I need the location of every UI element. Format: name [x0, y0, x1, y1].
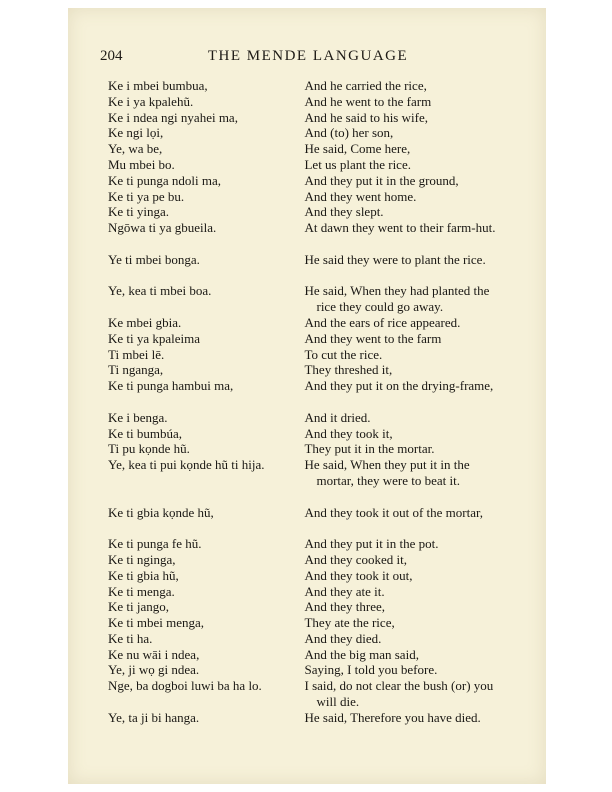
- text-row: [108, 173, 508, 189]
- mende-line: Ke ti ya kpaleima: [108, 330, 201, 346]
- mende-line: Ke ti yinga.: [108, 204, 170, 220]
- text-row: [108, 220, 508, 236]
- mende-line: Ke ti ya pe bu.: [108, 188, 185, 204]
- mende-line: Ke ngi lọi,: [108, 125, 164, 141]
- english-line: They ate the rice,: [304, 615, 395, 631]
- mende-line: Ke ti punga hambui ma,: [108, 378, 234, 394]
- mende-line: Ke ti gbia hũ,: [108, 567, 179, 583]
- english-line: And they died.: [304, 630, 382, 646]
- text-row: [108, 410, 508, 426]
- english-line: He said, Come here,: [304, 141, 411, 157]
- english-line: He said, When they had planted the rice they could go away.: [304, 283, 490, 315]
- english-line: And they took it out,: [304, 567, 413, 583]
- english-line: And they cooked it,: [304, 551, 408, 567]
- mende-line: Ke i mbei bumbua,: [108, 78, 208, 93]
- book-page: [68, 8, 546, 784]
- text-row: [108, 110, 508, 126]
- english-line: At dawn they went to their farm-hut.: [304, 220, 496, 236]
- mende-line: Ye ti mbei bonga.: [108, 251, 200, 267]
- text-row: [108, 457, 508, 489]
- english-line: They put it in the mortar.: [304, 441, 435, 457]
- english-line: And he went to the farm: [304, 93, 432, 109]
- text-row: [108, 599, 508, 615]
- text-row: [108, 615, 508, 631]
- mende-line: Ke nu wāi i ndea,: [108, 646, 200, 662]
- mende-line: Ke ti jango,: [108, 599, 170, 615]
- mende-line: Ke i benga.: [108, 409, 168, 425]
- text-row: [108, 426, 508, 442]
- mende-line: Ye, kea ti pui kọnde hũ ti hija.: [108, 457, 265, 473]
- english-line: And they slept.: [304, 204, 384, 220]
- text-row: [108, 568, 508, 584]
- text-row: [108, 505, 508, 521]
- mende-line: Ke ti menga.: [108, 583, 175, 599]
- text-row: [108, 584, 508, 600]
- mende-line: Ke ti gbia kọnde hũ,: [108, 504, 214, 520]
- mende-line: Ke ti ha.: [108, 630, 153, 646]
- mende-line: Ke ti punga ndoli ma,: [108, 172, 222, 188]
- english-line: And they went to the farm: [304, 330, 442, 346]
- text-row: [108, 662, 508, 678]
- mende-line: Ti nganga,: [108, 362, 164, 378]
- text-row: [108, 631, 508, 647]
- text-row: [108, 315, 508, 331]
- english-line: And they put it on the drying-frame,: [304, 378, 494, 394]
- mende-line: Ke mbei gbia.: [108, 314, 182, 330]
- english-line: And they put it in the pot.: [304, 536, 439, 552]
- mende-line: Ke i ndea ngi nyahei ma,: [108, 109, 238, 125]
- mende-line: Ti mbei lē.: [108, 346, 165, 362]
- text-row: [108, 441, 508, 457]
- english-line: And they took it,: [304, 425, 393, 441]
- mende-line: Ye, wa be,: [108, 141, 163, 157]
- text-row: [108, 552, 508, 568]
- text-row: [108, 204, 508, 220]
- mende-line: Ke ti nginga,: [108, 551, 176, 567]
- english-line: And he said to his wife,: [304, 109, 428, 125]
- page-header: [100, 48, 516, 68]
- mende-line: Ke ti punga fe hũ.: [108, 536, 202, 552]
- english-line: And they ate it.: [304, 583, 385, 599]
- english-line: He said they were to plant the rice.: [304, 251, 486, 267]
- english-line: And they three,: [304, 599, 385, 615]
- mende-line: Ke ti bumbúa,: [108, 425, 183, 441]
- text-row: [108, 710, 508, 726]
- text-row: [108, 362, 508, 378]
- mende-line: Ti pu kọnde hũ.: [108, 441, 190, 457]
- english-line: He said, Therefore you have died.: [304, 709, 481, 725]
- english-line: He said, When they put it in the mortar, they were to beat it.: [304, 457, 470, 488]
- text-row: [108, 141, 508, 157]
- english-line: And they went home.: [304, 188, 417, 204]
- text-row: [108, 347, 508, 363]
- parallel-text: [108, 78, 508, 726]
- english-line: And they took it out of the mortar,: [304, 504, 484, 520]
- text-row: [108, 189, 508, 205]
- text-row: [108, 157, 508, 173]
- english-line: Let us plant the rice.: [304, 156, 411, 172]
- text-row: [108, 252, 508, 268]
- running-title: THE MENDE LANGUAGE: [207, 48, 409, 64]
- english-line: And they put it in the ground,: [304, 172, 459, 188]
- text-row: [108, 283, 508, 315]
- english-line: To cut the rice.: [304, 346, 383, 362]
- text-row: [108, 94, 508, 110]
- text-row: [108, 378, 508, 394]
- page-number: 204: [100, 48, 123, 64]
- mende-line: Ke i ya kpalehũ.: [108, 93, 194, 109]
- mende-line: Ngōwa ti ya gbueila.: [108, 220, 217, 236]
- english-line: I said, do not clear the bush (or) you will die.: [304, 678, 494, 710]
- text-row: [108, 678, 508, 710]
- text-row: [108, 125, 508, 141]
- mende-line: Mu mbei bo.: [108, 156, 175, 172]
- mende-line: Ye, ji wọ gi ndea.: [108, 662, 200, 678]
- english-line: And the big man said,: [304, 646, 419, 662]
- english-line: And it dried.: [304, 409, 371, 425]
- english-line: Saying, I told you before.: [304, 662, 438, 678]
- text-row: [108, 536, 508, 552]
- english-line: They threshed it,: [304, 362, 393, 378]
- mende-line: Ye, kea ti mbei boa.: [108, 283, 212, 299]
- english-line: And the ears of rice appeared.: [304, 314, 461, 330]
- mende-line: Ke ti mbei menga,: [108, 615, 205, 631]
- english-line: And (to) her son,: [304, 125, 394, 141]
- text-row: [108, 78, 508, 94]
- english-line: And he carried the rice,: [304, 78, 427, 93]
- mende-line: Ye, ta ji bi hanga.: [108, 709, 200, 725]
- text-row: [108, 647, 508, 663]
- text-row: [108, 331, 508, 347]
- mende-line: Nge, ba dogboi luwi ba ha lo.: [108, 678, 262, 694]
